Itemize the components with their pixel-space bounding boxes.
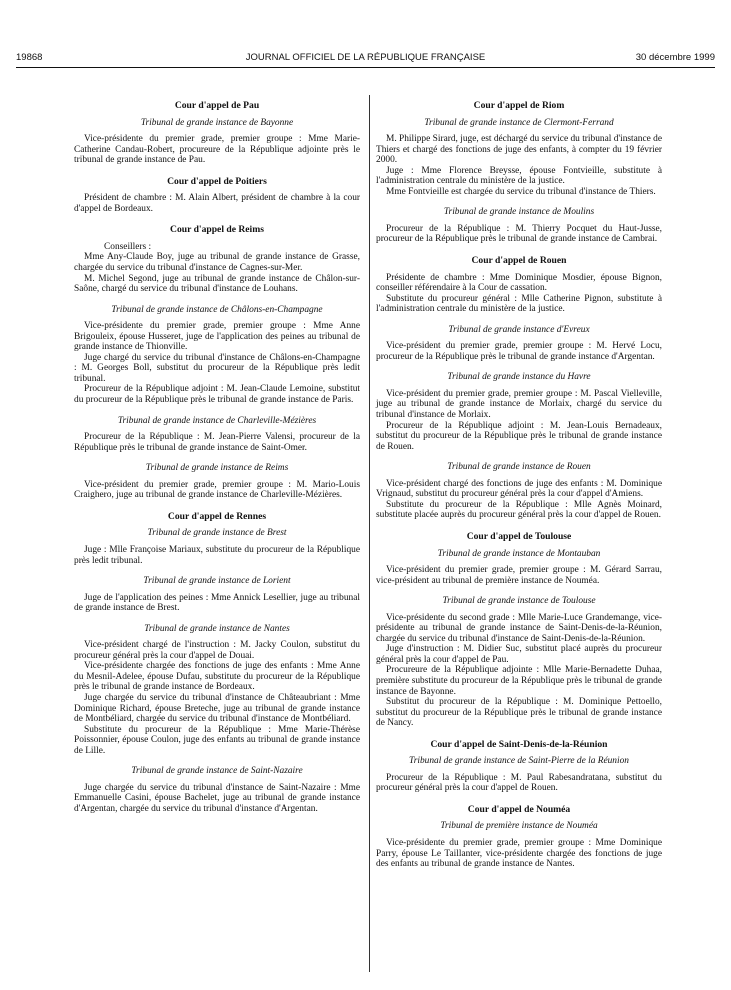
court-heading: Cour d'appel de Nouméa [467, 803, 571, 815]
tribunal-heading: Tribunal de grande instance de Rouen [447, 462, 591, 473]
paragraph: Mme Fontvieille est chargée du service du tribunal d'instance de Thiers. [386, 186, 656, 197]
paragraph: Procureur de la République : M. Jean-Pierre Valensi, procureur de la République près le tribunal de grande instance de Saint-Omer. [74, 432, 360, 453]
court-heading: Cour d'appel de Reims [170, 224, 264, 236]
paragraph: Juge : Mlle Françoise Mariaux, substitute du procureur de la République près ledit tribunal. [74, 544, 360, 566]
paragraph: Procureur de la République adjoint : M. Jean-Louis Bernadeaux, substitut du procureur de la République près le tribunal de grande instance de Rouen. [376, 420, 662, 452]
tribunal-heading: Tribunal de grande instance de Saint-Nazaire [131, 766, 303, 777]
paragraph: Vice-président chargé des fonctions de juge des enfants : M. Dominique Vrignaud, substitut du procureur général près la cour d'appel d'Amiens. [376, 478, 662, 500]
paragraph: Substitut du procureur de la République : M. Dominique Pettoello, substitut du procureur de la République près le tribunal de grande instance de Nancy. [376, 697, 662, 729]
court-heading: Cour d'appel de Rennes [167, 510, 267, 522]
tribunal-heading: Tribunal de grande instance d'Evreux [448, 324, 590, 335]
court-heading: Cour d'appel de Pau [174, 100, 260, 111]
paragraph: Juge chargée du service du tribunal d'instance de Châteaubriant : Mme Dominique Richard, épouse Breteche, juge au tribunal de grande instance de Montbéliard, chargée du service du tribunal d'instance de Montbéliard. [74, 692, 360, 725]
page-header [16, 52, 715, 66]
court-heading: Cour d'appel de Poitiers [167, 175, 267, 187]
paragraph: Vice-présidente du premier grade, premier groupe : Mme Marie-Catherine Candau-Robert, procureure de la République adjointe près le tribunal de grande instance de Pau. [74, 134, 360, 166]
tribunal-heading: Tribunal de grande instance de Clermont-Ferrand [424, 117, 614, 128]
paragraph: Vice-présidente du premier grade, premier groupe : Mme Dominique Parry, épouse Le Taillanter, vice-présidente chargée des fonctions de juge des enfants au tribunal de grande instance de Nantes. [376, 837, 662, 870]
tribunal-heading: Tribunal de grande instance de Charleville-Mézières [117, 415, 317, 426]
paragraph: Vice-président du premier grade, premier groupe : M. Hervé Locu, procureur de la République près le tribunal de grande instance d'Argentan. [376, 341, 662, 362]
left-column [74, 95, 360, 814]
tribunal-heading: Tribunal de grande instance du Havre [447, 372, 591, 383]
paragraph: Mme Any-Claude Boy, juge au tribunal de grande instance de Grasse, chargée du service du tribunal d'instance de Cagnes-sur-Mer. [74, 252, 360, 274]
paragraph: Procureur de la République adjoint : M. Jean-Claude Lemoine, substitut du procureur de la République près le tribunal de grande instance de Paris. [74, 384, 360, 406]
tribunal-heading: Tribunal de grande instance de Lorient [143, 576, 291, 587]
paragraph: Juge d'instruction : M. Didier Suc, substitut placé auprès du procureur général près la cour d'appel de Pau. [376, 644, 662, 665]
paragraph: Vice-présidente du premier grade, premier groupe : Mme Anne Brigouleix, épouse Husseret, juge de l'application des peines au tribunal de grande instance de Thionville. [74, 321, 360, 353]
tribunal-heading: Tribunal de grande instance de Châlons-en-Champagne [111, 304, 323, 315]
court-heading: Cour d'appel de Riom [473, 100, 565, 111]
paragraph: Président de chambre : M. Alain Albert, président de chambre à la cour d'appel de Bordeaux. [74, 193, 360, 214]
court-heading: Cour d'appel de Saint-Denis-de-la-Réunion [430, 738, 608, 750]
paragraph: Substitute du procureur de la République : Mlle Agnès Moinard, substitute placée auprès du procureur général près la cour d'appel de Rouen. [376, 499, 662, 521]
publication-date: 30 décembre 1999 [635, 52, 715, 63]
paragraph: M. Philippe Sirard, juge, est déchargé du service du tribunal d'instance de Thiers et chargé des fonctions de juge des enfants, à compter du 19 février 2000. [376, 134, 662, 166]
header-rule [16, 67, 715, 68]
court-heading: Cour d'appel de Rouen [471, 255, 567, 267]
paragraph: Substitute du procureur de la République : Mme Marie-Thérèse Poissonnier, épouse Coulon, juge des enfants au tribunal de grande instance de Lille. [74, 724, 360, 756]
paragraph: Vice-président chargé de l'instruction : M. Jacky Coulon, substitut du procureur général près la cour d'appel de Douai. [74, 640, 360, 661]
paragraph: Vice-présidente du second grade : Mlle Marie-Luce Grandemange, vice-présidente au tribunal de grande instance de Saint-Denis-de-la-Réunion, chargée du service du tribunal d'instance de Saint-Denis-de-la-Réunion. [376, 612, 662, 644]
tribunal-heading: Tribunal de grande instance de Montauban [437, 548, 601, 559]
court-heading: Cour d'appel de Toulouse [466, 530, 572, 542]
paragraph: Juge chargé du service du tribunal d'instance de Châlons-en-Champagne : M. Georges Boll, substitut du procureur de la République près ledit tribunal. [74, 352, 360, 384]
paragraph: Procureur de la République : M. Thierry Pocquet du Haut-Jusse, procureur de la République près le tribunal de grande instance de Cambrai. [376, 223, 662, 245]
paragraph: Conseillers : [104, 241, 152, 252]
tribunal-heading: Tribunal de première instance de Nouméa [440, 821, 598, 832]
paragraph: Substitute du procureur général : Mlle Catherine Pignon, substitute à l'administration centrale du ministère de la justice. [376, 293, 662, 315]
paragraph: Présidente de chambre : Mme Dominique Mosdier, épouse Bignon, conseiller référendaire à la Cour de cassation. [376, 272, 662, 294]
paragraph: Procureure de la République adjointe : Mlle Marie-Bernadette Duhaa, première substitute du procureur de la République près le tribunal de grande instance de Bayonne. [376, 665, 662, 697]
tribunal-heading: Tribunal de grande instance de Nantes [144, 623, 290, 634]
right-column [376, 95, 662, 870]
paragraph: Vice-présidente chargée des fonctions de juge des enfants : Mme Anne du Mesnil-Adelee, épouse Dufau, substitute du procureur de la République près le tribunal de grande instance de Bordeaux. [74, 661, 360, 693]
journal-title: JOURNAL OFFICIEL DE LA RÉPUBLIQUE FRANÇAISE [245, 52, 486, 63]
tribunal-heading: Tribunal de grande instance de Brest [147, 528, 287, 539]
paragraph: Juge chargée du service du tribunal d'instance de Saint-Nazaire : Mme Emmanuelle Casini, épouse Bachelet, juge au tribunal de grande instance d'Argentan, chargée du service du tribunal d'instance d'Argentan. [74, 782, 360, 814]
tribunal-heading: Tribunal de grande instance de Reims [145, 463, 289, 474]
tribunal-heading: Tribunal de grande instance de Bayonne [140, 117, 294, 128]
page-number: 19868 [16, 52, 43, 63]
tribunal-heading: Tribunal de grande instance de Saint-Pierre de la Réunion [409, 756, 629, 767]
paragraph: Juge de l'application des peines : Mme Annick Lesellier, juge au tribunal de grande instance de Brest. [74, 592, 360, 614]
paragraph: Vice-président du premier grade, premier groupe : M. Gérard Sarrau, vice-président au tribunal de première instance de Nouméa. [376, 565, 662, 586]
paragraph: Juge : Mme Florence Breysse, épouse Fontvieille, substitute à l'administration centrale du ministère de la justice. [376, 165, 662, 187]
tribunal-heading: Tribunal de grande instance de Moulins [443, 207, 595, 218]
tribunal-heading: Tribunal de grande instance de Toulouse [442, 596, 596, 607]
column-divider [369, 95, 370, 972]
paragraph: Vice-président du premier grade, premier groupe : M. Pascal Vielleville, juge au tribunal de grande instance de Morlaix, chargé du service du tribunal d'instance de Morlaix. [376, 388, 662, 421]
paragraph: Procureur de la République : M. Paul Rabesandratana, substitut du procureur général près la cour d'appel de Rouen. [376, 772, 662, 794]
paragraph: Vice-président du premier grade, premier groupe : M. Mario-Louis Craighero, juge au tribunal de grande instance de Charleville-Mézières. [74, 479, 360, 501]
paragraph: M. Michel Segond, juge au tribunal de grande instance de Châlon-sur-Saône, chargé du service du tribunal d'instance de Louhans. [74, 273, 360, 295]
